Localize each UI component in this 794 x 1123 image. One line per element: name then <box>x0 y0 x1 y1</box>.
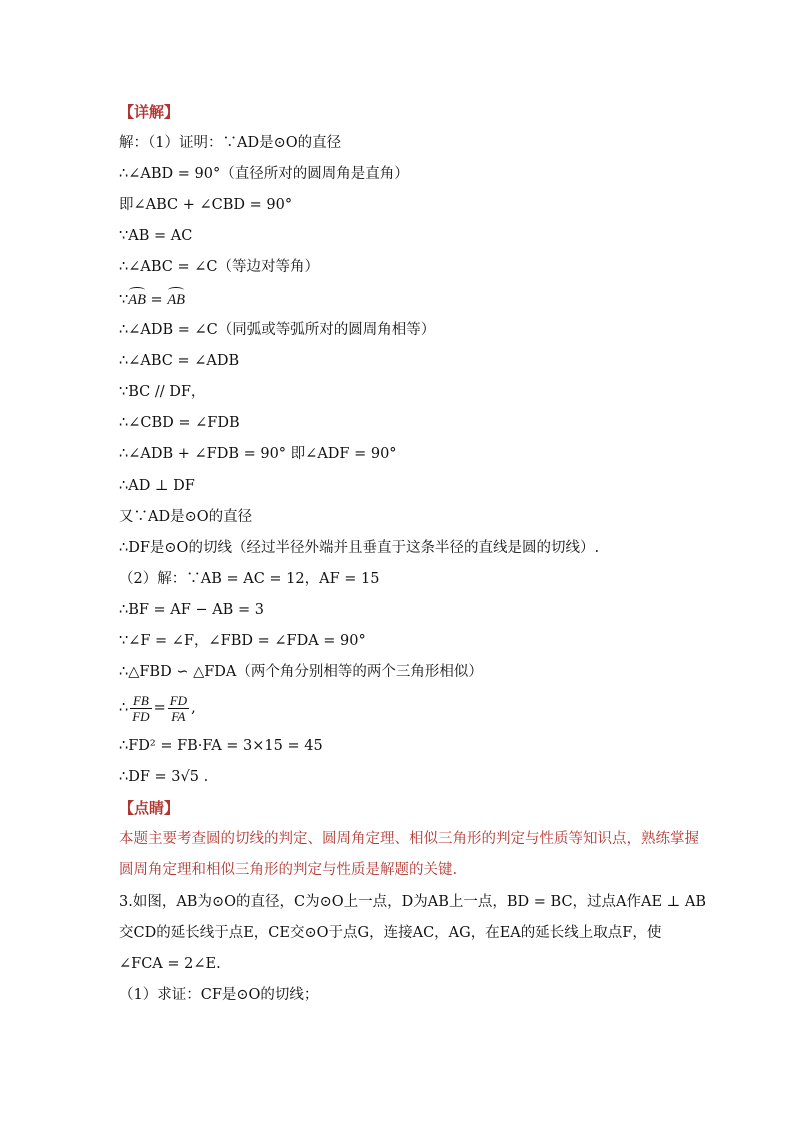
solution-line: ∴∠ADB = ∠C（同弧或等弧所对的圆周角相等） <box>119 322 436 338</box>
solution-line: 解：（1）证明：∵AD是⊙O的直径 <box>119 135 342 151</box>
fraction-fb-fd <box>130 693 151 724</box>
fraction-fd-fa <box>168 693 189 724</box>
detail-heading: 【详解】 <box>119 103 180 121</box>
arc-right: AB <box>167 292 186 308</box>
solution-line: ∴DF是⊙O的切线（经过半径外端并且垂直于这条半径的直线是圆的切线）. <box>119 540 600 556</box>
problem-line: 3.如图，AB为⊙O的直径，C为⊙O上一点，D为AB上一点，BD = BC，过点A作AE ⊥ AB <box>119 894 707 910</box>
solution-line: 即∠ABC + ∠CBD = 90° <box>119 197 293 213</box>
solution-line: ∴FD² = FB·FA = 3×15 = 45 <box>119 738 323 754</box>
solution-line: （2）解：∵AB = AC = 12，AF = 15 <box>119 571 380 587</box>
solution-line: ∴∠ADB + ∠FDB = 90° 即∠ADF = 90° <box>119 446 397 462</box>
sub-question: （1）求证：CF是⊙O的切线； <box>119 987 319 1003</box>
fraction-denominator: FD <box>132 708 150 724</box>
solution-line: ∵AB = AC <box>119 228 193 244</box>
problem-line: 交CD的延长线于点E，CE交⊙O于点G，连接AC，AG，在EA的延长线上取点F，使 <box>119 925 662 941</box>
comment-line: 圆周角定理和相似三角形的判定与性质是解题的关键. <box>119 862 458 878</box>
fraction-denominator: FA <box>171 708 186 724</box>
solution-line: ∵∠F = ∠F，∠FBD = ∠FDA = 90° <box>119 633 366 649</box>
because-symbol: ∵ <box>119 292 129 308</box>
solution-line: ∴∠CBD = ∠FDB <box>119 415 240 431</box>
comment-heading: 【点睛】 <box>119 799 180 817</box>
fraction-line <box>119 692 196 724</box>
equals-sign: = <box>153 700 166 716</box>
arc-left: AB <box>128 292 146 308</box>
solution-line: ∴△FBD ∽ △FDA（两个角分别相等的两个三角形相似） <box>119 664 483 680</box>
solution-line: ∴AD ⊥ DF <box>119 478 195 494</box>
therefore-symbol: ∴ <box>119 700 129 716</box>
comment-line: 本题主要考查圆的切线的判定、圆周角定理、相似三角形的判定与性质等知识点，熟练掌握 <box>119 831 699 847</box>
solution-line: ∴∠ABC = ∠C（等边对等角） <box>119 259 319 275</box>
solution-line: ∴∠ABC = ∠ADB <box>119 353 240 369</box>
solution-line: ∴DF = 3√5 . <box>119 769 209 785</box>
arc-equality-line <box>119 290 185 310</box>
equals-sign: = <box>145 292 168 308</box>
solution-line: ∵BC // DF， <box>119 384 206 400</box>
comma: , <box>191 700 196 716</box>
solution-line: ∴BF = AF − AB = 3 <box>119 602 264 618</box>
solution-line: ∴∠ABD = 90°（直径所对的圆周角是直角） <box>119 166 409 182</box>
solution-line: 又∵AD是⊙O的直径 <box>119 509 253 525</box>
fraction-numerator: FB <box>130 693 151 709</box>
problem-line: ∠FCA = 2∠E. <box>119 956 221 972</box>
fraction-numerator: FD <box>169 692 188 708</box>
